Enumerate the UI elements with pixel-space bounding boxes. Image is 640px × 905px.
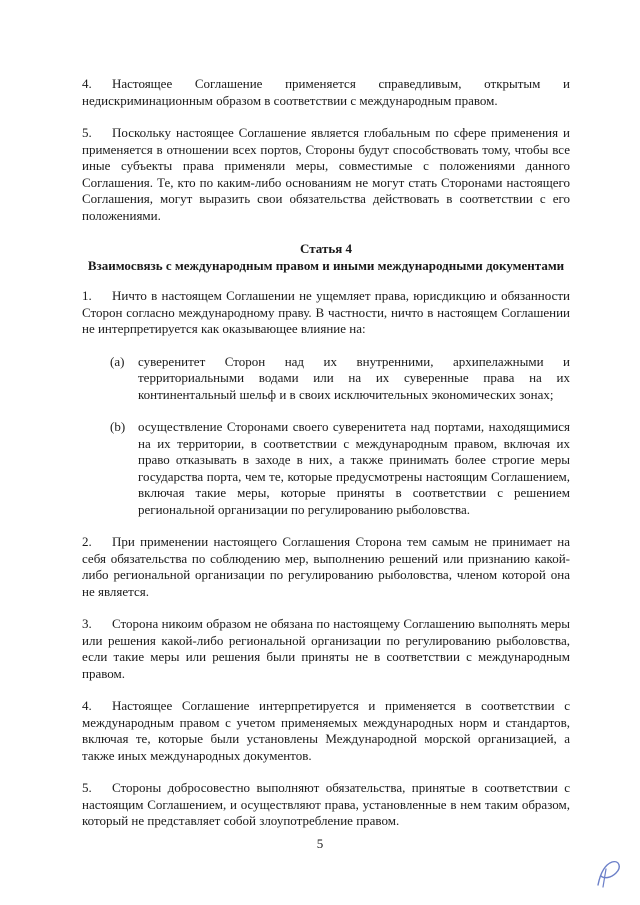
paragraph-text: Настоящее Соглашение применяется справедливым, открытым и недискриминационным образом в соответствии с международным правом.	[82, 76, 570, 108]
paragraph-text: Стороны добросовестно выполняют обязательства, принятые в соответствии с настоящим Соглашением, и осуществляют права, установленные в нем таким образом, который не представляет собой злоупотребление правом.	[82, 780, 570, 828]
article-paragraph-4	[82, 698, 570, 764]
page-number: 5	[316, 836, 324, 851]
article-title: Взаимосвязь с международным правом и иными международными документами	[87, 258, 565, 273]
paragraph-number: 1.	[82, 288, 92, 303]
subitem-label: (b)	[110, 419, 126, 434]
paragraph-number: 5.	[82, 780, 92, 795]
paragraph-text: Настоящее Соглашение интерпретируется и применяется в соответствии с международным правом с учетом применяемых международных норм и стандартов, включая те, которые были установлены Международной морской организацией, а также иных международных документов.	[82, 698, 570, 763]
article-paragraph-3	[82, 616, 570, 682]
paragraph-text: Ничто в настоящем Соглашении не ущемляет права, юрисдикцию и обязанности Сторон согласно международному праву. В частности, ничто в настоящем Соглашении не интерпретируется как оказывающее влияние на:	[82, 288, 570, 336]
paragraph-text: Сторона никоим образом не обязана по настоящему Соглашению выполнять меры или решения какой-либо региональной организации по регулированию рыболовства, если такие меры или решения были приняты не в соответствии с международным правом.	[82, 616, 570, 681]
paragraph-number: 3.	[82, 616, 92, 631]
article-paragraph-5	[82, 780, 570, 830]
article-paragraph-2	[82, 534, 570, 600]
paragraph-number: 4.	[82, 698, 92, 713]
paragraph-text: Поскольку настоящее Соглашение является глобальным по сфере применения и применяется в отношении всех портов, Стороны будут способствовать тому, чтобы все иные субъекты права применяли меры, совместимые с положениями данного Соглашения. Те, кто по каким-либо основаниям не могут стать Сторонами настоящего Соглашения, могут выразить свои обязательства действовать в соответствии с его положениями.	[82, 125, 570, 223]
paragraph-text: При применении настоящего Соглашения Сторона тем самым не принимает на себя обязательства по соблюдению мер, выполнению решений или признанию какой-либо региональной организации по регулированию рыболовства, членом которой она не является.	[82, 534, 570, 599]
subitem-b	[110, 419, 570, 518]
subitem-text: осуществление Сторонами своего суверенитета над портами, находящимися на их территории, в соответствии с международным правом, включая их право отказывать в заходе в них, а также принимать более строгие меры государства порта, чем те, которые предусмотрены настоящим Соглашением, включая такие меры, которые приняты в соответствии с решением региональной организации по регулированию рыболовства.	[138, 419, 570, 517]
subitem-text: суверенитет Сторон над их внутренними, архипелажными и территориальными водами или на их суверенные права на их континентальный шельф и в своих исключительных экономических зонах;	[138, 353, 570, 402]
article-heading	[82, 240, 570, 274]
subitem-a	[110, 354, 570, 404]
article-number: Статья 4	[300, 241, 352, 256]
paragraph-5	[82, 125, 570, 224]
paragraph-number: 4.	[82, 76, 92, 91]
paragraph-number: 5.	[82, 125, 92, 140]
article-paragraph-1	[82, 288, 570, 338]
paragraph-4	[82, 76, 570, 109]
paragraph-number: 2.	[82, 534, 92, 549]
handwritten-initials-icon	[592, 857, 626, 891]
subitem-label: (a)	[110, 353, 125, 369]
